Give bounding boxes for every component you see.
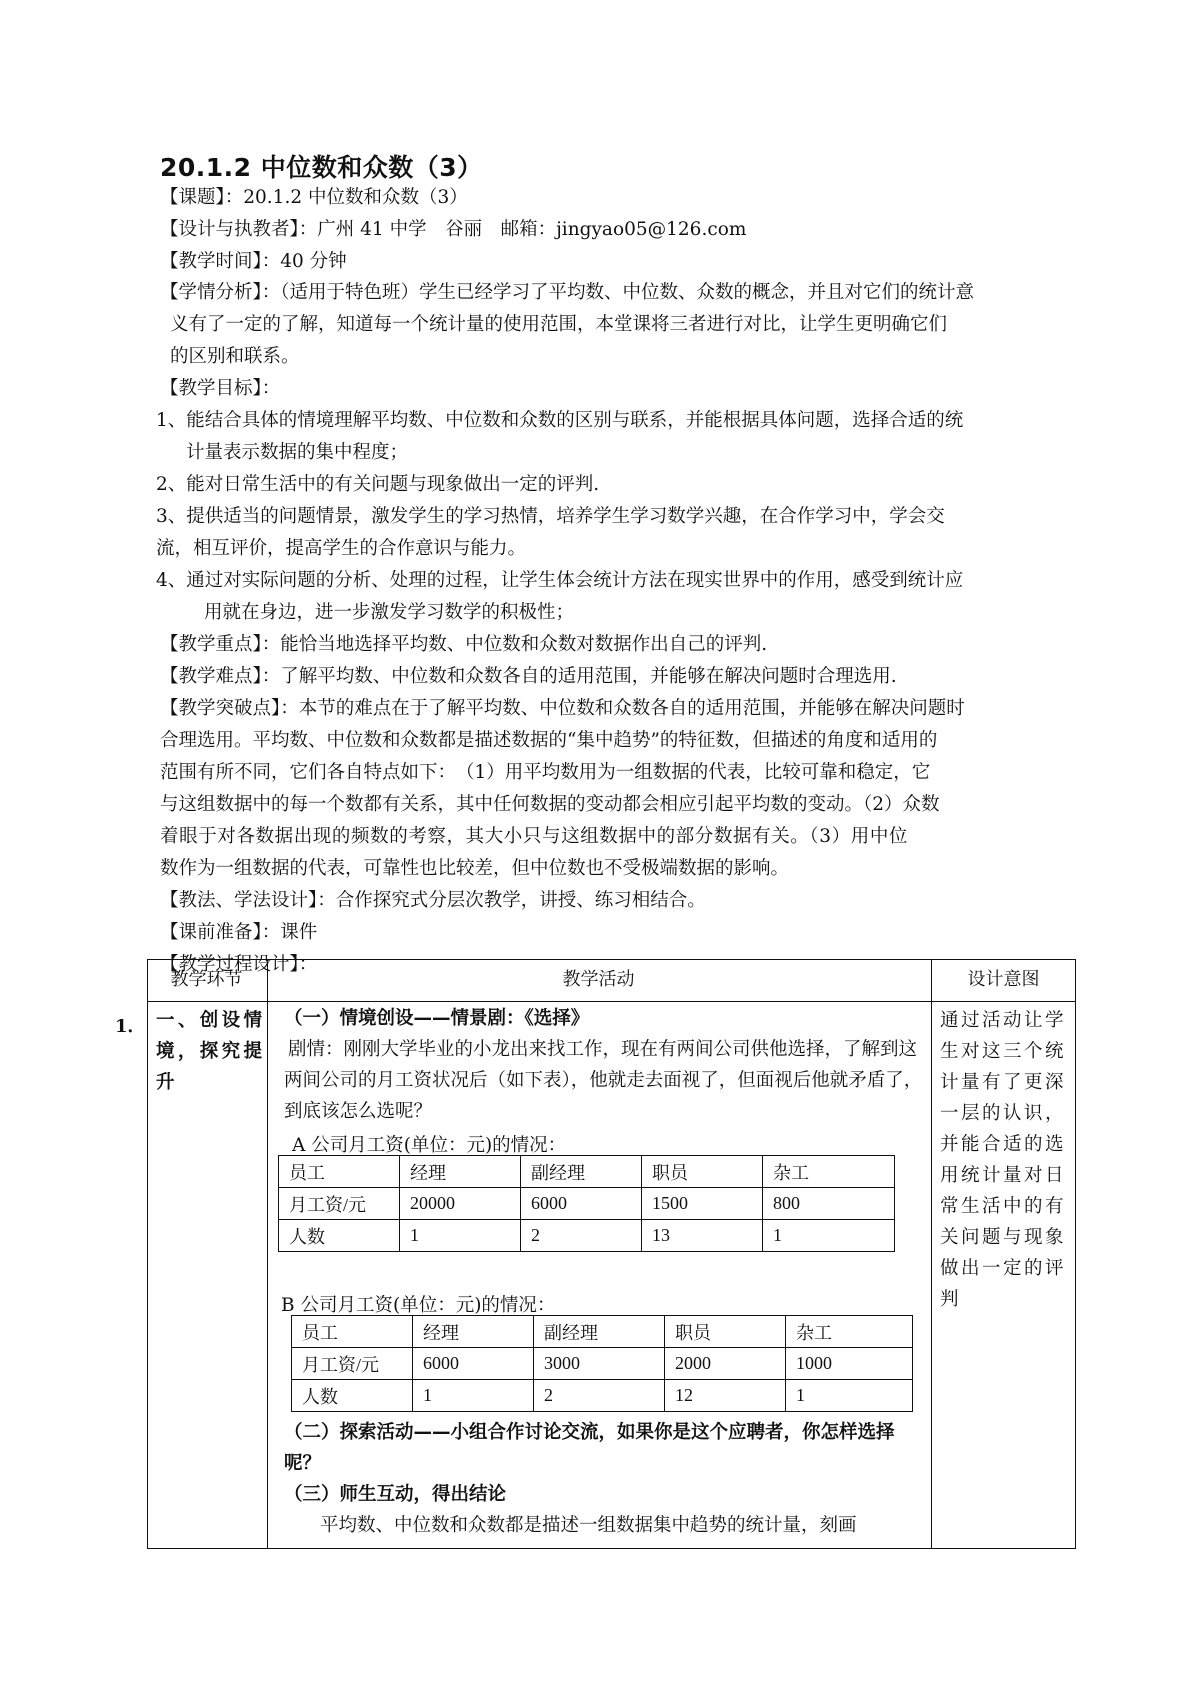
- company-a-caption: A 公司月工资(单位：元)的情况：: [292, 1135, 567, 1156]
- designer-tag: 【设计与执教者】: [160, 219, 299, 240]
- table-cell: 1: [763, 1220, 895, 1252]
- topic-line: [160, 186, 468, 210]
- goal-4a: 4、通过对实际问题的分析、处理的过程，让学生体会统计方法在现实世界中的作用，感受到统计应: [156, 570, 964, 591]
- goal-3b: 流，相互评价，提高学生的合作意识与能力。: [156, 538, 527, 559]
- table-cell: 员工: [279, 1156, 400, 1188]
- table-cell: 1500: [642, 1188, 763, 1220]
- table-header-divider: [148, 1001, 1075, 1002]
- breakthrough-line-4: 与这组数据中的每一个数都有关系，其中任何数据的变动都会相应引起平均数的变动。（2）众数: [160, 794, 940, 815]
- table-cell: 人数: [292, 1380, 413, 1412]
- table-cell: 副经理: [534, 1316, 665, 1348]
- table-row: [292, 1380, 913, 1412]
- analysis-tag: 【学情分析】: [160, 282, 262, 303]
- table-cell: 1: [400, 1220, 521, 1252]
- page-title: 20.1.2 中位数和众数（3）: [160, 153, 483, 182]
- breakthrough-line-1: ：本节的难点在于了解平均数、中位数和众数各自的适用范围，并能够在解决问题时: [280, 698, 965, 719]
- breakthrough-line-2: 合理选用。平均数、中位数和众数都是描述数据的“集中趋势”的特征数，但描述的角度和适用的: [160, 730, 938, 751]
- table-cell: 1: [413, 1380, 534, 1412]
- process-suffix: ：: [298, 954, 318, 975]
- table-divider: [931, 960, 932, 1548]
- table-cell: 员工: [292, 1316, 413, 1348]
- goal-3a: 3、提供适当的问题情景，激发学生的学习热情，培养学生学习数学兴趣，在合作学习中，学会交: [156, 506, 945, 527]
- activity-conclusion: 平均数、中位数和众数都是描述一组数据集中趋势的统计量，刻画: [320, 1515, 857, 1536]
- time-line: [160, 250, 347, 274]
- topic-tag: 【课题】: [160, 187, 225, 208]
- table-cell: 职员: [665, 1316, 786, 1348]
- goal-2: 2、能对日常生活中的有关问题与现象做出一定的评判.: [156, 474, 600, 495]
- designer-value: ：广州 41 中学 谷丽 邮箱：jingyao05@126.com: [298, 219, 747, 240]
- goals-tag-suffix: ：: [261, 378, 281, 399]
- focus-tag: 【教学重点】: [160, 634, 262, 655]
- difficulty-value: ：了解平均数、中位数和众数各自的适用范围，并能够在解决问题时合理选用.: [261, 666, 897, 687]
- table-cell: 3000: [534, 1348, 665, 1380]
- method-value: ：合作探究式分层次教学，讲授、练习相结合。: [317, 890, 706, 911]
- goal-1b: 计量表示数据的集中程度；: [186, 442, 409, 463]
- focus-value: ：能恰当地选择平均数、中位数和众数对数据作出自己的评判.: [261, 634, 768, 655]
- table-cell: 1: [786, 1380, 913, 1412]
- activity-heading-3: （三）师生互动，得出结论: [284, 1484, 507, 1505]
- analysis-line-3: 的区别和联系。: [170, 346, 300, 367]
- table-row: [292, 1348, 913, 1380]
- designer-line: [160, 218, 746, 242]
- stage-cell: 一、创设情境，探究提升: [156, 1010, 262, 1093]
- activity-heading-1: （一）情境创设——情景剧：《选择》: [284, 1008, 590, 1029]
- activity-cell-lower: [284, 1417, 924, 1541]
- table-cell: 20000: [400, 1188, 521, 1220]
- table-cell: 副经理: [521, 1156, 642, 1188]
- row-number: 1．: [115, 1016, 146, 1037]
- table-cell: 800: [763, 1188, 895, 1220]
- breakthrough-line-6: 数作为一组数据的代表，可靠性也比较差，但中位数也不受极端数据的影响。: [160, 858, 790, 879]
- table-row: [279, 1188, 895, 1220]
- breakthrough-line-3: 范围有所不同，它们各自特点如下： （1）用平均数用为一组数据的代表，比较可靠和稳定，它: [160, 762, 931, 783]
- header-intent: 设计意图: [967, 969, 1040, 990]
- breakthrough-tag: 【教学突破点】: [160, 698, 281, 719]
- table-cell: 经理: [400, 1156, 521, 1188]
- table-row: [292, 1316, 913, 1348]
- company-b-table: [291, 1315, 913, 1412]
- goal-4b: 用就在身边，进一步激发学习数学的积极性；: [204, 602, 575, 623]
- method-tag: 【教法、学法设计】: [160, 890, 318, 911]
- table-cell: 月工资/元: [279, 1188, 400, 1220]
- process-tag: 【教学过程设计】: [160, 954, 299, 975]
- time-tag: 【教学时间】: [160, 251, 262, 272]
- table-divider: [267, 960, 268, 1548]
- table-cell: 2: [534, 1380, 665, 1412]
- table-cell: 职员: [642, 1156, 763, 1188]
- activity-cell: [284, 1003, 924, 1127]
- header-stage: 教学环节: [170, 969, 243, 990]
- table-cell: 经理: [413, 1316, 534, 1348]
- table-cell: 人数: [279, 1220, 400, 1252]
- key-points-section: [160, 629, 1080, 885]
- topic-value: ：20.1.2 中位数和众数（3）: [224, 187, 468, 208]
- analysis-line-1: ：（适用于特色班）学生已经学习了平均数、中位数、众数的概念，并且对它们的统计意: [261, 282, 975, 303]
- table-cell: 杂工: [763, 1156, 895, 1188]
- goals-tag: 【教学目标】: [160, 378, 262, 399]
- table-cell: 13: [642, 1220, 763, 1252]
- company-b-caption: B 公司月工资(单位：元)的情况：: [281, 1295, 556, 1316]
- activity-story: 剧情：刚刚大学毕业的小龙出来找工作，现在有两间公司供他选择，了解到这两间公司的月工资状况后（如下表），他就走去面视了，但面视后他就矛盾了，到底该怎么选呢？: [284, 1039, 923, 1122]
- table-row: [279, 1220, 895, 1252]
- analysis-paragraph: [160, 277, 1080, 373]
- table-cell: 1000: [786, 1348, 913, 1380]
- table-cell: 2: [521, 1220, 642, 1252]
- table-row: [279, 1156, 895, 1188]
- goal-1a: 1、能结合具体的情境理解平均数、中位数和众数的区别与联系，并能根据具体问题，选择合适的统: [156, 410, 964, 431]
- analysis-line-2: 义有了一定的了解，知道每一个统计量的使用范围，本堂课将三者进行对比，让学生更明确它们: [170, 314, 948, 335]
- table-cell: 12: [665, 1380, 786, 1412]
- time-value: ：40 分钟: [261, 251, 347, 272]
- difficulty-tag: 【教学难点】: [160, 666, 262, 687]
- company-a-table: [278, 1155, 895, 1252]
- table-cell: 月工资/元: [292, 1348, 413, 1380]
- header-activity: 教学活动: [562, 969, 635, 990]
- prep-tag: 【课前准备】: [160, 922, 262, 943]
- prep-value: ：课件: [261, 922, 318, 943]
- goals-section: [156, 373, 1080, 629]
- table-cell: 6000: [521, 1188, 642, 1220]
- table-cell: 杂工: [786, 1316, 913, 1348]
- activity-heading-2: （二）探索活动——小组合作讨论交流，如果你是这个应聘者，你怎样选择呢？: [284, 1422, 895, 1474]
- breakthrough-line-5: 着眼于对各数据出现的频数的考察，其大小只与这组数据中的部分数据有关。（3）用中位: [160, 826, 909, 847]
- table-cell: 2000: [665, 1348, 786, 1380]
- intent-cell: 通过活动让学生对这三个统计量有了更深一层的认识，并能合适的选用统计量对日常生活中的有关问题与现象做出一定的评判: [940, 1010, 1067, 1310]
- table-cell: 6000: [413, 1348, 534, 1380]
